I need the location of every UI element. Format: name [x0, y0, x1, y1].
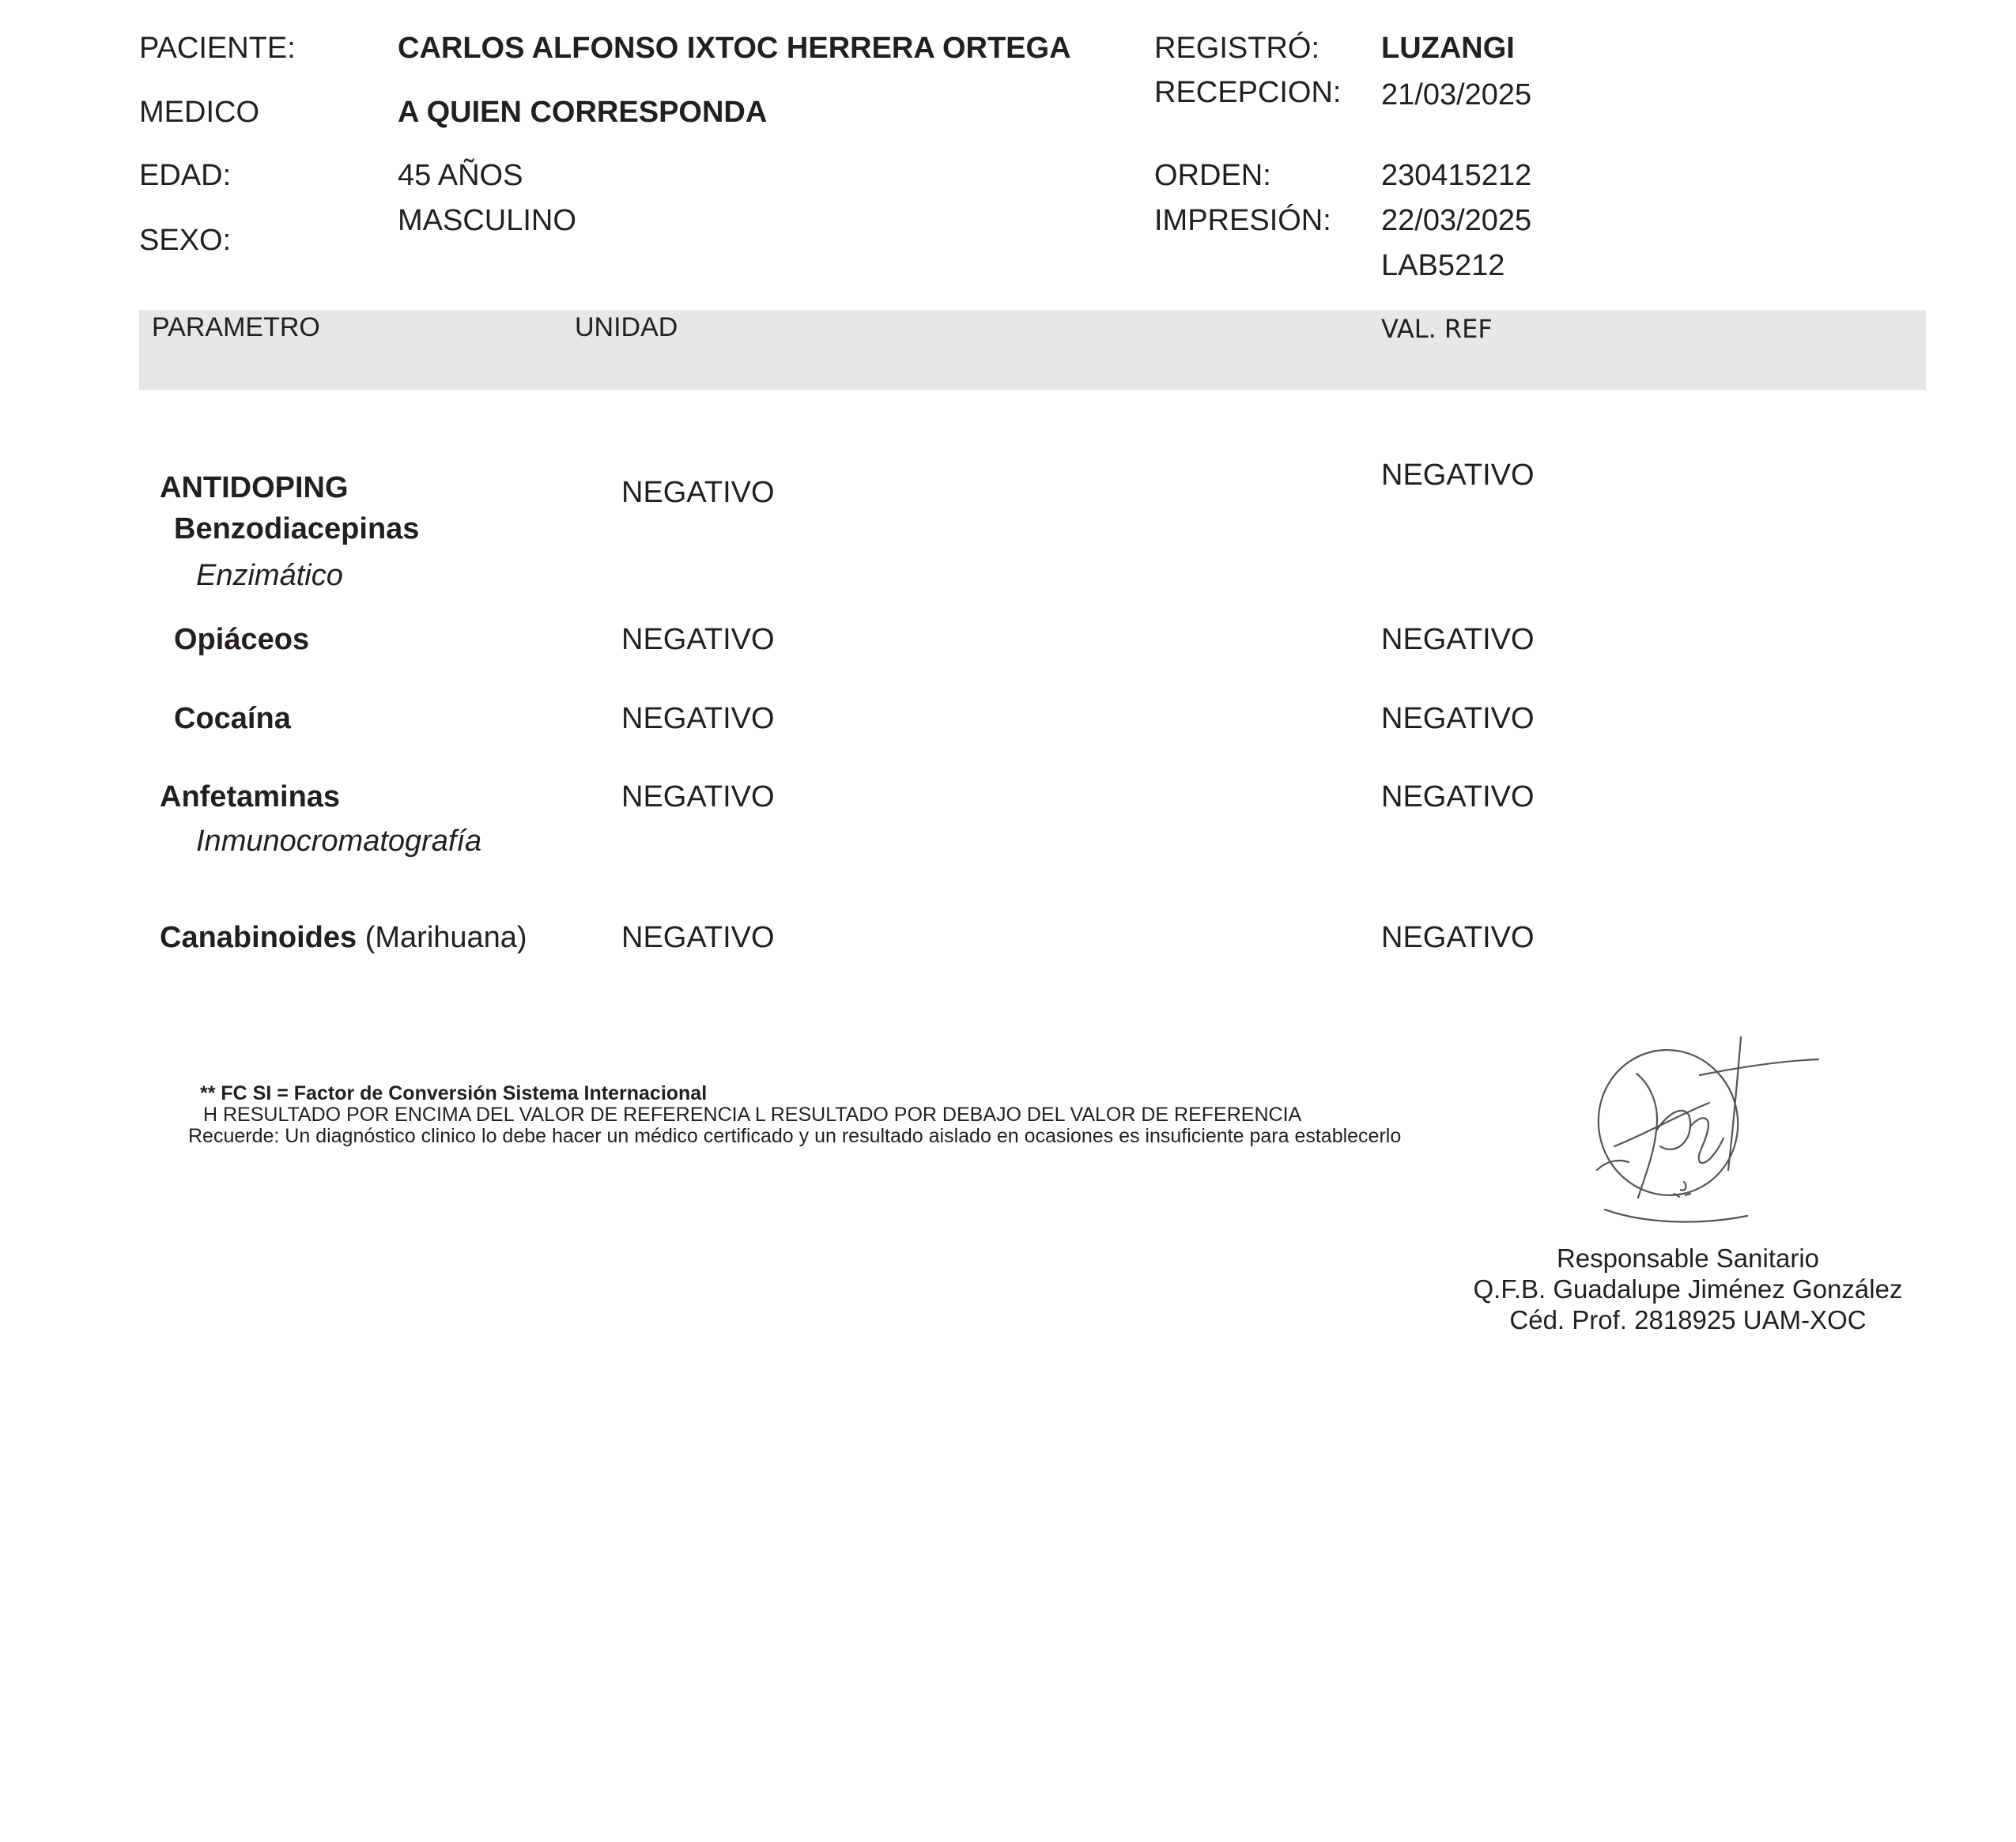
signature-name: Q.F.B. Guadalupe Jiménez González: [1473, 1274, 1903, 1304]
reception-label: RECEPCION:: [1154, 76, 1342, 109]
benzo-method: Enzimático: [196, 559, 343, 592]
anf-result: NEGATIVO: [621, 780, 775, 813]
col-unit: UNIDAD: [575, 312, 678, 342]
coc-name: Cocaína: [174, 702, 291, 735]
col-ref: VAL. REF: [1381, 314, 1493, 344]
benzo-name: Benzodiacepinas: [174, 512, 420, 545]
reception-value: 21/03/2025: [1381, 78, 1532, 111]
footnote-reminder: Recuerde: Un diagnóstico clinico lo debe hacer un médico certificado y un resultado aislado en ocasiones es insuficiente para establecerlo: [188, 1125, 1402, 1147]
anf-name: Anfetaminas: [160, 780, 341, 813]
doctor-label: MEDICO: [139, 96, 259, 129]
col-parameter: PARAMETRO: [152, 312, 320, 342]
coc-result: NEGATIVO: [621, 702, 775, 735]
can-name: Canabinoides: [160, 921, 357, 954]
patient-label: PACIENTE:: [139, 32, 296, 65]
can-line: [160, 923, 527, 953]
benzo-ref: NEGATIVO: [1381, 459, 1535, 492]
registered-label: REGISTRÓ:: [1154, 32, 1320, 65]
footnote-hl: H RESULTADO POR ENCIMA DEL VALOR DE REFERENCIA L RESULTADO POR DEBAJO DEL VALOR DE REFERENCIA: [203, 1104, 1302, 1126]
can-ref: NEGATIVO: [1381, 921, 1535, 954]
coc-ref: NEGATIVO: [1381, 702, 1535, 735]
order-label: ORDEN:: [1154, 159, 1271, 192]
can-note: (Marihuana): [364, 921, 527, 954]
sex-value: MASCULINO: [398, 204, 576, 237]
doctor-value: A QUIEN CORRESPONDA: [398, 96, 768, 129]
can-result: NEGATIVO: [621, 921, 775, 954]
anf-method: Inmunocromatografía: [196, 825, 482, 858]
sex-label: SEXO:: [139, 224, 232, 257]
signature-title: Responsable Sanitario: [1556, 1244, 1820, 1273]
signature-icon: [1581, 1028, 1842, 1233]
print-label: IMPRESIÓN:: [1154, 204, 1331, 237]
opi-result: NEGATIVO: [621, 623, 775, 656]
footnote-fc: ** FC SI = Factor de Conversión Sistema Internacional: [200, 1082, 708, 1104]
benzo-result: NEGATIVO: [621, 476, 775, 509]
anf-ref: NEGATIVO: [1381, 780, 1535, 813]
order-value: 230415212: [1381, 159, 1532, 192]
table-header: [139, 310, 1926, 390]
opi-name: Opiáceos: [174, 623, 310, 656]
patient-value: CARLOS ALFONSO IXTOC HERRERA ORTEGA: [398, 32, 1071, 65]
signature-license: Céd. Prof. 2818925 UAM-XOC: [1509, 1305, 1867, 1334]
print-value: 22/03/2025: [1381, 204, 1532, 237]
age-value: 45 AÑOS: [398, 159, 523, 192]
section-title: ANTIDOPING: [160, 471, 349, 504]
opi-ref: NEGATIVO: [1381, 623, 1535, 656]
age-label: EDAD:: [139, 159, 232, 192]
lab-code: LAB5212: [1381, 249, 1505, 282]
registered-value: LUZANGI: [1381, 32, 1515, 65]
